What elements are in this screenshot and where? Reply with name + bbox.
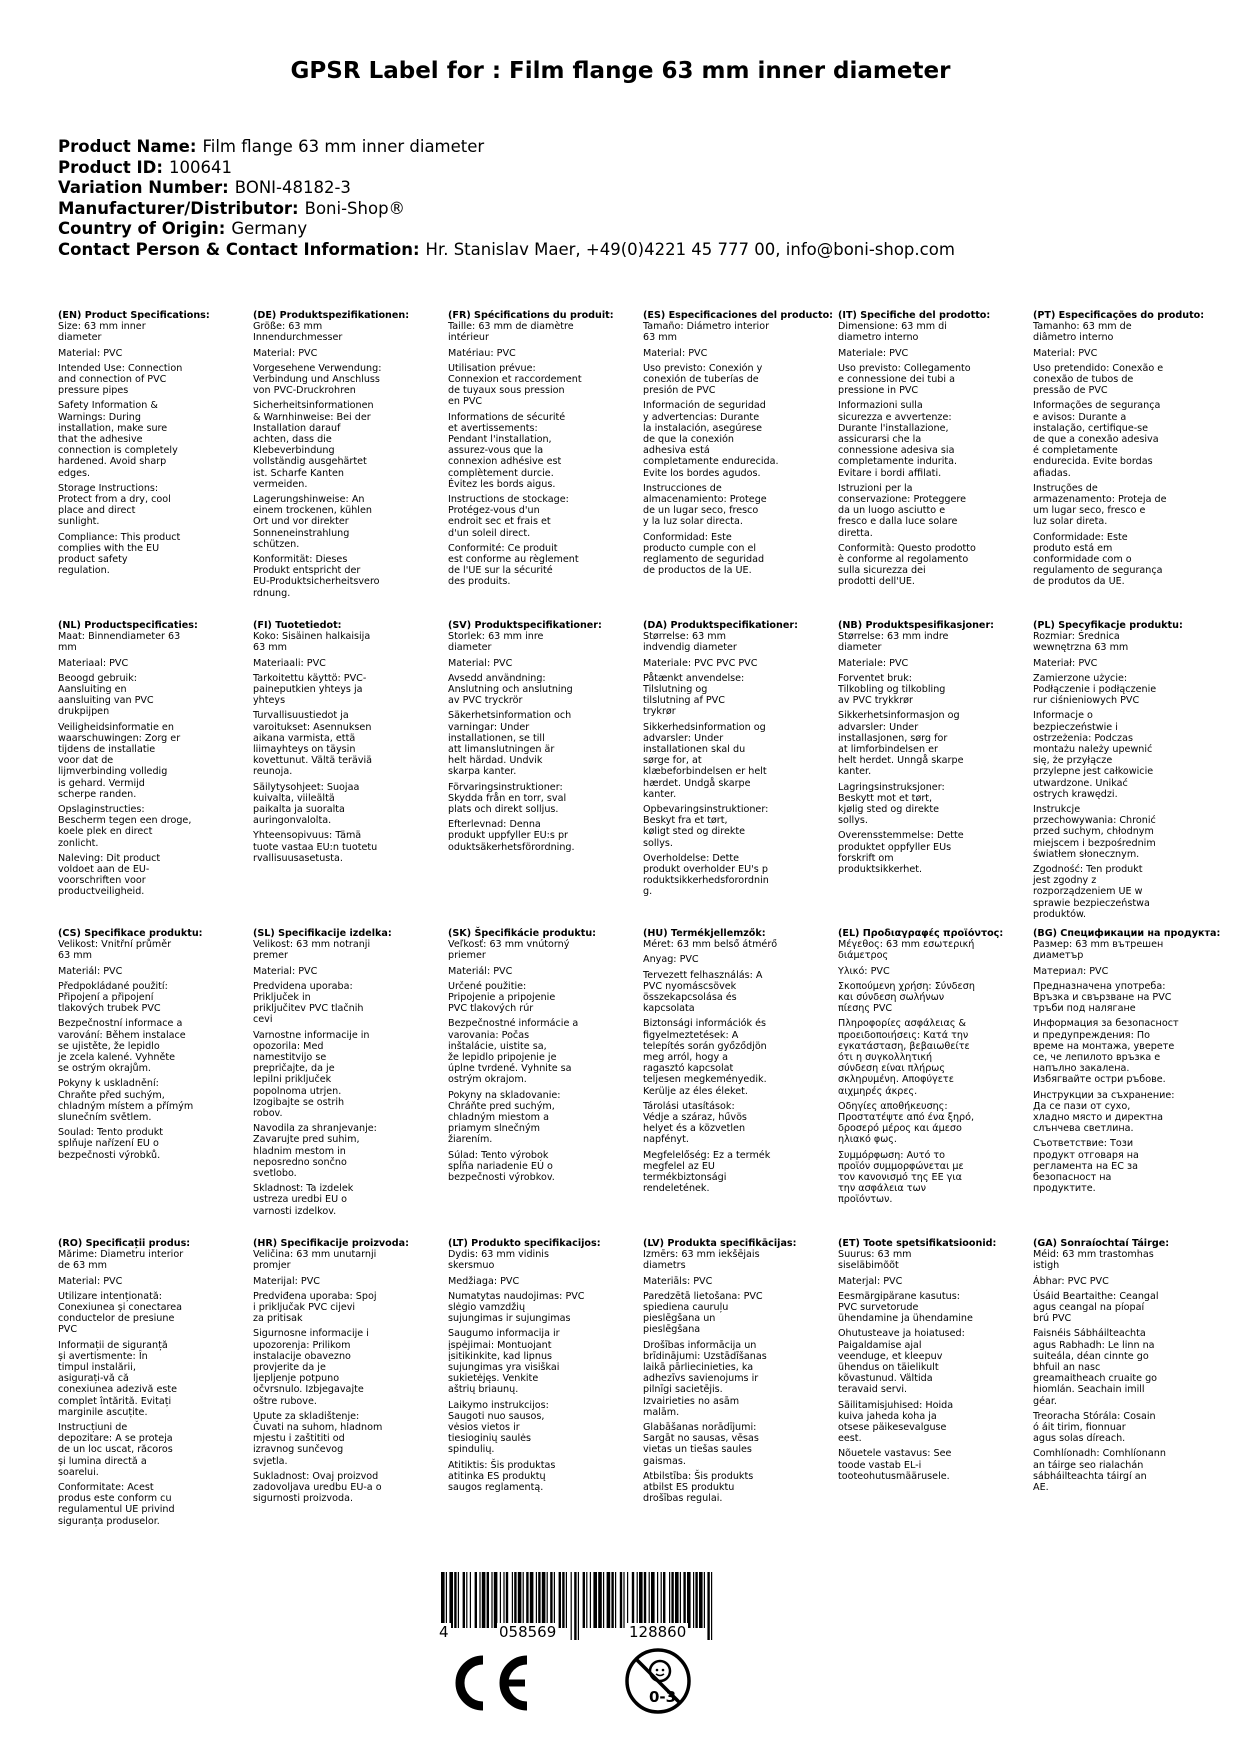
spec-line: Mărime: Diametru interior de 63 mm <box>58 1249 184 1272</box>
spec-line: Skladnost: Ta izdelek ustreza uredbi EU o varnosti izdelkov. <box>253 1183 354 1217</box>
spec-block <box>253 928 445 1217</box>
spec-line: Velikost: 63 mm notranji premer <box>253 939 371 962</box>
barcode-bar <box>680 1572 681 1628</box>
barcode-bar <box>651 1572 655 1628</box>
spec-line: Zgodność: Ten produkt jest zgodny z rozporządzeniem UE w sprawie bezpieczeństwa produktów. <box>1033 864 1150 920</box>
spec-line: Vorgesehene Verwendung: Verbindung und Anschluss von PVC-Druckrohren <box>253 362 382 397</box>
spec-line: Material: PVC <box>253 347 318 359</box>
barcode-bar <box>491 1572 492 1628</box>
spec-line: Veľkosť: 63 mm vnútorný priemer <box>448 939 570 962</box>
spec-line: Naleving: Dit product voldoet aan de EU- voorschriften voor productveiligheid. <box>58 852 161 898</box>
spec-line: Koko: Sisäinen halkaisija 63 mm <box>253 631 371 654</box>
spec-line: Materiaal: PVC <box>58 657 129 669</box>
spec-block <box>1033 620 1225 920</box>
spec-heading: (CS) Specifikace produktu: <box>58 928 203 939</box>
spec-line: Sikkerhetsinformasjon og advarsler: Under installasjonen, sørg for at limforbindelsen er helt herdet. Unngå skarpe kanter. <box>838 710 964 778</box>
barcode-bar <box>526 1572 528 1628</box>
spec-line: Οδηγίες αποθήκευσης: Προστατέψτε από ένα ξηρό, δροσερό μέρος και άμεσο ηλιακό φως. <box>838 1100 975 1146</box>
barcode-bar <box>615 1572 616 1628</box>
spec-line: Opslaginstructies: Bescherm tegen een droge, koele plek en direct zonlicht. <box>58 804 192 849</box>
spec-line: Material: PVC <box>253 965 318 977</box>
spec-heading: (DE) Produktspezifikationen: <box>253 310 410 321</box>
spec-line: Dimensione: 63 mm di diametro interno <box>838 321 947 344</box>
spec-line: Tarkoitettu käyttö: PVC- paineputkien yhteys ja yhteys <box>253 672 367 707</box>
spec-line: Conformitate: Acest produs este conform cu regulamentul UE privind siguranța produselor. <box>58 1482 175 1527</box>
barcode-bar <box>695 1572 697 1628</box>
barcode-bar <box>644 1572 646 1628</box>
spec-line: Ábhar: PVC PVC <box>1033 1275 1109 1287</box>
spec-line: Navodila za shranjevanje: Zavarujte pred suhim, hladnim mestom in neposredno sončno svetlobo. <box>253 1123 377 1180</box>
spec-line: Sukladnost: Ovaj proizvod zadovoljava uredbu EU-a o sigurnosti proizvoda. <box>253 1470 382 1505</box>
spec-line: Veličina: 63 mm unutarnji promjer <box>253 1249 377 1272</box>
spec-line: Predviđena uporaba: Spoj i priključak PVC cijevi za pritisak <box>253 1290 377 1325</box>
spec-block <box>643 928 835 1194</box>
product-info <box>58 137 1198 260</box>
barcode-bar <box>583 1572 585 1628</box>
barcode-bar <box>475 1572 477 1628</box>
spec-line: Conformidade: Este produto está em conformidade com o regulamento de segurança de produtos da UE. <box>1033 531 1163 588</box>
barcode-bar <box>661 1572 662 1628</box>
barcode-bar <box>586 1572 587 1628</box>
barcode-bar <box>711 1572 712 1640</box>
barcode-bar <box>649 1572 650 1628</box>
spec-block <box>838 928 1030 1206</box>
spec-line: Úsáid Beartaithe: Ceangal agus ceangal na píopaí brú PVC <box>1033 1290 1159 1325</box>
info-label: Country of Origin: <box>58 219 226 238</box>
spec-line: Efterlevnad: Denna produkt uppfyller EU:s pr oduktsäkerhetsförordning. <box>448 819 575 853</box>
spec-line: Paredzētā lietošana: PVC spiediena cauruļu pieslēgšana un pieslēgšana <box>643 1290 763 1336</box>
spec-line: Atbilstība: Šis produkts atbilst ES produktu drošības regulai. <box>643 1470 754 1505</box>
spec-line: Yhteensopivuus: Tämä tuote vastaa EU:n tuotetu rvallisuusasetusta. <box>253 830 378 864</box>
spec-line: Instructions de stockage: Protégez-vous d'un endroit sec et frais et d'un soleil direct. <box>448 494 569 539</box>
barcode-bar <box>699 1572 703 1628</box>
barcode-bar <box>503 1572 504 1628</box>
spec-line: Material: PVC <box>448 657 513 669</box>
spec-line: Tárolási utasítások: Védje a száraz, hűvös helyet és a közvetlen napfényt. <box>643 1100 747 1146</box>
barcode-bar <box>611 1572 613 1628</box>
spec-line: Lagringsinstruksjoner: Beskytt mot et tørt, kjølig sted og direkte sollys. <box>838 781 945 827</box>
barcode-bar <box>479 1572 480 1628</box>
spec-block <box>253 310 445 599</box>
spec-line: Material: PVC <box>58 347 123 359</box>
barcode-bar <box>530 1572 534 1628</box>
spec-heading: (LV) Produkta specifikācijas: <box>643 1238 797 1249</box>
spec-line: Størrelse: 63 mm indre diameter <box>838 631 949 654</box>
spec-line: Инструкции за съхранение: Да се пази от сухо, хладно място и директна слънчева светлина. <box>1033 1089 1175 1135</box>
spec-line: Predvidena uporaba: Priključek in priključitev PVC tlačnih cevi <box>253 980 364 1026</box>
info-value: Germany <box>231 219 308 238</box>
barcode-digits-middle: 058569 <box>499 1623 557 1641</box>
spec-block <box>448 310 640 588</box>
spec-line: Påtænkt anvendelse: Tilslutning og tilslutning af PVC trykrør <box>643 672 745 718</box>
spec-line: Soulad: Tento produkt splňuje nařízení EU o bezpečnosti výrobků. <box>58 1127 164 1161</box>
barcode-bar <box>554 1572 555 1628</box>
spec-block <box>838 310 1030 588</box>
spec-block <box>253 620 445 864</box>
spec-block <box>1033 928 1225 1194</box>
info-row-country-of-origin <box>58 219 1198 240</box>
barcode-bar <box>449 1572 453 1628</box>
info-value: Boni-Shop® <box>304 198 406 218</box>
barcode-bar <box>574 1572 576 1640</box>
barcode-bar <box>562 1572 564 1628</box>
spec-block <box>448 1238 640 1493</box>
spec-line: Eesmärgipärane kasutus: PVC survetorude ühendamine ja ühendamine <box>838 1290 973 1325</box>
spec-line: Uso pretendido: Conexão e conexão de tubos de pressão de PVC <box>1033 362 1164 397</box>
barcode-bar <box>671 1572 673 1628</box>
spec-line: Materiál: PVC <box>58 965 123 977</box>
spec-line: Atitiktis: Šis produktas atitinka ES produktų saugos reglamentą. <box>448 1459 556 1494</box>
barcode-bar <box>542 1572 546 1628</box>
spec-line: Velikost: Vnitřní průměr 63 mm <box>58 939 172 962</box>
spec-heading: (ET) Toote spetsifikatsioonid: <box>838 1238 997 1249</box>
spec-line: Utilizare intenționată: Conexiunea și conectarea conductelor de presiune PVC <box>58 1290 182 1336</box>
barcode-bar <box>559 1572 561 1628</box>
spec-line: Sicherheitsinformationen & Warnhinweise: Bei der Installation darauf achten, dass die Klebeverbindung vollständig ausgehärtet ist. Scharfe Kanten vermeiden. <box>253 400 374 490</box>
spec-block <box>58 1238 250 1527</box>
spec-block <box>1033 310 1225 588</box>
barcode-bar <box>547 1572 548 1628</box>
not-suitable-under-3-icon <box>623 1646 693 1716</box>
barcode-bar <box>454 1572 456 1628</box>
barcode-bar <box>693 1572 694 1628</box>
spec-block <box>838 1238 1030 1482</box>
spec-line: Informazioni sulla sicurezza e avvertenze: Durante l'installazione, assicurarsi che la connessione adesiva sia completamente indurita. Evitare i bordi affilati. <box>838 400 958 479</box>
spec-line: Säkerhetsinformation och varningar: Under installationen, se till att limanslutningen är helt härdad. Undvik skarpa kanter. <box>448 710 572 778</box>
spec-line: Размер: 63 mm вътрешен диаметър <box>1033 939 1164 962</box>
spec-line: Overensstemmelse: Dette produktet oppfyller EUs forskrift om produktsikkerhet. <box>838 830 964 876</box>
spec-line: Größe: 63 mm Innendurchmesser <box>253 321 343 344</box>
spec-heading: (SK) Špecifikácie produktu: <box>448 928 597 939</box>
barcode-bar <box>518 1572 522 1628</box>
spec-line: Storage Instructions: Protect from a dry, cool place and direct sunlight. <box>58 482 171 528</box>
ce-mark-icon <box>447 1654 529 1712</box>
barcode-bar <box>550 1572 552 1628</box>
spec-line: Μέγεθος: 63 mm εσωτερική διάμετρος <box>838 939 975 962</box>
spec-line: Materiał: PVC <box>1033 657 1098 669</box>
spec-heading: (EL) Προδιαγραφές προϊόντος: <box>838 928 1004 939</box>
spec-block <box>58 620 250 898</box>
spec-line: Instrucțiuni de depozitare: A se proteja de un loc uscat, răcoros și lumina directă a soarelui. <box>58 1422 173 1478</box>
barcode-bar <box>632 1572 634 1628</box>
spec-line: Materijal: PVC <box>253 1275 320 1287</box>
info-value: Hr. Stanislav Maer, +49(0)4221 45 777 00, info@boni-shop.com <box>425 239 955 259</box>
info-value: BONI-48182-3 <box>234 178 351 197</box>
spec-line: Saugumo informacija ir įspėjimai: Montuojant įsitikinkite, kad lipnus sujungimas yra visiškai sukietėjęs. Venkite aštrių briaunų. <box>448 1328 560 1396</box>
spec-line: Størrelse: 63 mm indvendig diameter <box>643 631 737 654</box>
spec-line: Sigurnosne informacije i upozorenja: Prilikom instalacije obavezno provjerite da je ljepljenje potpuno očvrsnulo. Izbjegavajte oštre rubove. <box>253 1328 369 1407</box>
spec-line: Numatytas naudojimas: PVC slėgio vamzdžių sujungimas ir sujungimas <box>448 1290 585 1325</box>
spec-line: Avsedd användning: Anslutning och anslutning av PVC tryckrör <box>448 672 573 707</box>
info-row-variation-number <box>58 178 1198 199</box>
spec-line: Overholdelse: Dette produkt overholder EU's p roduktsikkerhedsforordnin g. <box>643 852 769 898</box>
spec-line: Beoogd gebruik: Aansluiting en aansluiting van PVC drukpijpen <box>58 672 154 718</box>
barcode-bar <box>470 1572 471 1628</box>
spec-heading: (PL) Specyfikacje produktu: <box>1033 620 1183 631</box>
info-value: 100641 <box>168 157 232 177</box>
spec-heading: (LT) Produkto specifikacijos: <box>448 1238 601 1249</box>
spec-heading: (FI) Tuotetiedot: <box>253 620 342 631</box>
spec-block <box>643 310 835 576</box>
spec-line: Instruções de armazenamento: Proteja de um lugar seco, fresco e luz solar direta. <box>1033 482 1167 528</box>
spec-line: Megfelelőség: Ez a termék megfelel az EU termékbiztonsági rendeletének. <box>643 1149 771 1195</box>
spec-line: Informații de siguranță și avertismente: În timpul instalării, asigurați-vă că conexiunea adezivă este complet întărită. Evitați marginile ascuțite. <box>58 1339 178 1418</box>
barcode-bar <box>512 1572 513 1628</box>
spec-line: Turvallisuustiedot ja varoitukset: Asennuksen aikana varmista, että liimayhteys on täysin kovettunut. Vältä teräviä reunoja. <box>253 710 373 778</box>
spec-heading: (RO) Specificații produs: <box>58 1238 191 1249</box>
spec-block <box>448 620 640 853</box>
spec-line: Istruzioni per la conservazione: Proteggere da un luogo asciutto e fresco e dalla luce solare diretta. <box>838 482 967 539</box>
info-label: Contact Person & Contact Information: <box>58 239 420 259</box>
barcode-bar <box>514 1572 516 1628</box>
spec-line: Conformité: Ce produit est conforme au règlement de l'UE sur la sécurité des produits. <box>448 542 579 588</box>
barcode-bar <box>683 1572 685 1628</box>
spec-line: Informations de sécurité et avertissements: Pendant l'installation, assurez-vous que la connexion adhésive est complètement durcie. Évitez les bords aigus. <box>448 411 566 490</box>
spec-block <box>643 620 835 898</box>
spec-line: Tervezett felhasználás: A PVC nyomáscsövek összekapcsolása és kapcsolata <box>643 969 763 1015</box>
spec-block <box>838 620 1030 875</box>
barcode-bar <box>466 1572 467 1628</box>
barcode-bar <box>458 1572 459 1628</box>
info-row-product-name <box>58 137 1198 158</box>
spec-line: Σκοπούμενη χρήση: Σύνδεση και σύνδεση σωλήνων πίεσης PVC <box>838 980 975 1015</box>
barcode-bar <box>663 1572 665 1628</box>
spec-line: Materjal: PVC <box>838 1275 903 1287</box>
spec-block <box>448 928 640 1183</box>
barcode-bar <box>571 1572 572 1640</box>
spec-line: Ohutusteave ja hoiatused: Paigaldamise ajal veenduge, et kleepuv ühendus on täielikult kõvastunud. Vältida teravaid servi. <box>838 1328 965 1396</box>
spec-line: Информация за безопасност и предупреждения: По време на монтажа, уверете се, че лепилото връзка е напълно закалена. Избягвайте остри ръбове. <box>1033 1018 1179 1086</box>
spec-line: Určené použitie: Pripojenie a pripojenie PVC tlakových rúr <box>448 980 556 1015</box>
spec-line: Materiaali: PVC <box>253 657 326 669</box>
spec-line: Material: PVC <box>1033 347 1098 359</box>
spec-line: Materiale: PVC <box>838 657 909 669</box>
barcode-bar <box>639 1572 643 1628</box>
barcode-bar <box>623 1572 624 1628</box>
spec-line: Comhlíonadh: Comhlíonann an táirge seo rialachán sábháilteachta táirgí an AE. <box>1033 1448 1166 1494</box>
info-row-manufacturer <box>58 199 1198 220</box>
spec-line: Forventet bruk: Tilkobling og tilkobling av PVC trykkrør <box>838 672 946 707</box>
spec-line: Instrucciones de almacenamiento: Protege de un lugar seco, fresco y la luz solar directa. <box>643 482 767 528</box>
barcode-bar <box>590 1572 591 1628</box>
barcode-bar <box>627 1572 628 1628</box>
spec-line: Lagerungshinweise: An einem trockenen, kühlen Ort und vor direkter Sonneneinstrahlung schützen. <box>253 494 372 550</box>
barcode-bar <box>500 1572 501 1628</box>
page-title: GPSR Label for : Film flange 63 mm inner diameter <box>290 58 951 84</box>
spec-line: Material: PVC <box>643 347 708 359</box>
barcode-bar <box>578 1572 579 1640</box>
spec-line: Glabāšanas norādījumi: Sargāt no sausas, vēsas vietas un tiešas saules gaismas. <box>643 1422 759 1467</box>
barcode-bar <box>657 1572 658 1628</box>
spec-line: Συμμόρφωση: Αυτό το προϊόν συμμορφώνεται με τον κανονισμό της ΕΕ για την ασφάλεια των προϊόντων. <box>838 1149 964 1206</box>
barcode-bar <box>669 1572 670 1628</box>
spec-line: Υλικό: PVC <box>838 965 890 977</box>
spec-line: Información de seguridad y advertencias: Durante la instalación, asegúrese de que la conexión adhesiva está completamente endurecida. Evite los bordes agudos. <box>643 400 779 479</box>
barcode-bar <box>687 1572 691 1628</box>
barcode-bar <box>637 1572 638 1628</box>
barcode-digits-right: 128860 <box>629 1623 687 1641</box>
spec-line: Faisnéis Sábháilteachta agus Rabhadh: Le linn na suiteála, déan cinnte go bhfuil an nasc greamaitheach cruaite go hiomlán. Seachain imill géar. <box>1033 1328 1158 1407</box>
spec-heading: (HR) Specifikacije proizvoda: <box>253 1238 409 1249</box>
spec-line: Intended Use: Connection and connection of PVC pressure pipes <box>58 362 183 397</box>
spec-line: Zamierzone użycie: Podłączenie i podłączenie rur ciśnieniowych PVC <box>1033 672 1157 707</box>
spec-line: Anyag: PVC <box>643 954 699 966</box>
spec-line: Veiligheidsinformatie en waarschuwingen: Zorg er tijdens de installatie voor dat de lijmverbinding volledig is gehard. Vermijd scherpe randen. <box>58 721 181 800</box>
spec-heading: (GA) Sonraíochtaí Táirge: <box>1033 1238 1170 1249</box>
barcode-bar <box>603 1572 604 1628</box>
spec-line: Drošības informācija un brīdinājumi: Uzstādīšanas laikā pārliecinieties, ka adhezīvs savienojums ir pilnīgi sacietējis. Izvairieties no asām malām. <box>643 1339 767 1418</box>
spec-line: Konformität: Dieses Produkt entspricht der EU-Produktsicherheitsvero rdnung. <box>253 554 380 599</box>
barcode-bar <box>463 1572 465 1628</box>
spec-block <box>58 310 250 576</box>
barcode-bar <box>675 1572 679 1628</box>
spec-heading: (HU) Termékjellemzők: <box>643 928 766 939</box>
spec-line: Förvaringsinstruktioner: Skydda från en torr, sval plats och direkt solljus. <box>448 781 567 816</box>
barcode-bar <box>506 1572 508 1628</box>
spec-line: Предназначена употреба: Връзка и свързване на PVC тръби под налягане <box>1033 980 1172 1015</box>
barcode-bar <box>598 1572 602 1628</box>
spec-line: Size: 63 mm inner diameter <box>58 321 146 344</box>
spec-line: Materiale: PVC <box>838 347 909 359</box>
info-label: Manufacturer/Distributor: <box>58 198 299 218</box>
spec-line: Pokyny k uskladnění: Chraňte před suchým, chladným místem a přímým slunečním světlem. <box>58 1078 194 1124</box>
spec-line: Safety Information & Warnings: During installation, make sure that the adhesive connection is completely hardened. Avoid sharp edges. <box>58 400 178 479</box>
spec-line: Materiál: PVC <box>448 965 513 977</box>
spec-line: Materiale: PVC PVC PVC <box>643 657 758 669</box>
barcode-bar <box>593 1572 597 1628</box>
barcode-bar <box>566 1572 567 1628</box>
spec-line: Tamanho: 63 mm de diâmetro interno <box>1033 321 1132 344</box>
spec-line: Pokyny na skladovanie: Chráňte pred suchým, chladným miestom a priamym slnečným žiarením. <box>448 1089 561 1146</box>
spec-heading: (BG) Спецификации на продукта: <box>1033 928 1221 939</box>
spec-heading: (NL) Productspecificaties: <box>58 620 198 631</box>
spec-line: Dydis: 63 mm vidinis skersmuo <box>448 1249 549 1272</box>
spec-line: Laikymo instrukcijos: Saugoti nuo sausos, vėsios vietos ir tiesioginių saulės spindulių. <box>448 1399 549 1456</box>
spec-line: Nõuetele vastavus: See toode vastab EL-i tooteohutusmäärusele. <box>838 1448 952 1482</box>
spec-heading: (EN) Product Specifications: <box>58 310 210 321</box>
spec-line: Material: PVC <box>58 1275 123 1287</box>
spec-line: Uso previsto: Conexión y conexión de tuberías de presión de PVC <box>643 362 763 397</box>
spec-line: Instrukcje przechowywania: Chronić przed suchym, chłodnym miejscem i bezpośrednim światłem słonecznym. <box>1033 804 1156 860</box>
spec-line: Méret: 63 mm belső átmérő <box>643 939 778 951</box>
spec-line: Conformità: Questo prodotto è conforme al regolamento sulla sicurezza dei prodotti dell'UE. <box>838 542 976 588</box>
spec-line: Materiāls: PVC <box>643 1275 713 1287</box>
barcode-bar <box>607 1572 611 1628</box>
spec-line: Материал: PVC <box>1033 965 1109 977</box>
barcode-bar <box>536 1572 537 1628</box>
spec-line: Varnostne informacije in opozorila: Med namestitvijo se prepričajte, da je lepilni priključek popolnoma utrjen. Izogibajte se ostrih robov. <box>253 1029 370 1120</box>
spec-line: Conformidad: Este producto cumple con el reglamento de seguridad de productos de la UE. <box>643 531 765 577</box>
spec-line: Informações de segurança e avisos: Durante a instalação, certifique-se de que a conexão adesiva é completamente endurecida. Evite bordas afiadas. <box>1033 400 1161 479</box>
barcode-bar <box>487 1572 489 1628</box>
spec-line: Bezpečnostné informácie a varovania: Počas inštalácie, uistite sa, že lepidlo pripojenie je úplne tvrdené. Vyhnite sa ostrým okrajom. <box>448 1018 579 1086</box>
spec-block <box>643 1238 835 1504</box>
spec-line: Předpokládané použití: Připojení a připojení tlakových trubek PVC <box>58 980 168 1015</box>
spec-heading: (SV) Produktspecifikationer: <box>448 620 602 631</box>
spec-line: Maat: Binnendiameter 63 mm <box>58 631 181 654</box>
info-row-product-id <box>58 158 1198 179</box>
age-range-text: 0-3 <box>649 1688 677 1706</box>
spec-line: Säilytysohjeet: Suojaa kuivalta, viileältä paikalta ja suoralta auringonvalolta. <box>253 781 360 827</box>
spec-line: Rozmiar: Średnica wewnętrzna 63 mm <box>1033 631 1129 654</box>
spec-heading: (NB) Produktspesifikasjoner: <box>838 620 995 631</box>
info-row-contact <box>58 240 1198 261</box>
spec-heading: (PT) Especificações do produto: <box>1033 310 1205 321</box>
spec-block <box>253 1238 445 1504</box>
spec-line: Súlad: Tento výrobok spĺňa nariadenie EÚ o bezpečnosti výrobkov. <box>448 1149 555 1184</box>
spec-line: Taille: 63 mm de diamètre intérieur <box>448 321 574 344</box>
spec-line: Medžiaga: PVC <box>448 1275 520 1287</box>
spec-line: Tamaño: Diámetro interior 63 mm <box>643 321 770 344</box>
spec-line: Uso previsto: Collegamento e connessione dei tubi a pressione in PVC <box>838 362 971 397</box>
barcode-bar <box>482 1572 486 1628</box>
barcode-bar <box>620 1572 622 1628</box>
spec-line: Sikkerhedsinformation og advarsler: Under installationen skal du sørge for, at klæbeforbindelsen er helt hærdet. Undgå skarpe kanter. <box>643 721 767 800</box>
spec-line: Upute za skladištenje: Čuvati na suhom, hladnom mjestu i zaštititi od izravnog sunčevog svjetla. <box>253 1410 383 1467</box>
spec-heading: (FR) Spécifications du produit: <box>448 310 614 321</box>
barcode-bar <box>704 1572 705 1628</box>
barcode-bar <box>707 1572 709 1640</box>
spec-line: Informacje o bezpieczeństwie i ostrzeżenia: Podczas montażu należy upewnić się, że przyłącze przylepne jest całkowicie utwardzone. Unikać ostrych krawędzi. <box>1033 710 1154 800</box>
spec-line: Storlek: 63 mm inre diameter <box>448 631 544 654</box>
spec-heading: (DA) Produktspecifikationer: <box>643 620 798 631</box>
info-label: Variation Number: <box>58 178 229 197</box>
spec-line: Treoracha Stórála: Cosain ó áit tirim, fionnuar agus solas díreach. <box>1033 1410 1156 1445</box>
info-label: Product Name: <box>58 137 197 156</box>
spec-heading: (SL) Specifikacije izdelka: <box>253 928 392 939</box>
spec-line: Suurus: 63 mm siseläbimõõt <box>838 1249 912 1272</box>
barcode-bar <box>523 1572 524 1628</box>
spec-heading: (ES) Especificaciones del producto: <box>643 310 834 321</box>
spec-line: Compliance: This product complies with the EU product safety regulation. <box>58 531 181 577</box>
info-label: Product ID: <box>58 157 163 177</box>
spec-heading: (IT) Specifiche del prodotto: <box>838 310 991 321</box>
info-value: Film flange 63 mm inner diameter <box>202 137 485 156</box>
spec-line: Utilisation prévue: Connexion et raccordement de tuyaux sous pression en PVC <box>448 362 582 408</box>
spec-line: Biztonsági információk és figyelmeztetések: A telepítés során győződjön meg arról, hogy a ragasztó kapcsolat teljesen megkeményedik. Kerülje az éles éleket. <box>643 1018 767 1097</box>
spec-block <box>1033 1238 1225 1493</box>
barcode-bar <box>538 1572 540 1628</box>
spec-line: Съответствие: Този продукт отговаря на регламента на ЕС за безопасност на продуктите. <box>1033 1138 1139 1195</box>
spec-line: Opbevaringsinstruktioner: Beskyt fra et tørt, køligt sted og direkte sollys. <box>643 804 769 849</box>
spec-block <box>58 928 250 1161</box>
barcode-bar <box>494 1572 498 1628</box>
spec-line: Πληροφορίες ασφάλειας & προειδοποιήσεις: Κατά την εγκατάσταση, βεβαιωθείτε ότι η συγκολλητική σύνδεση είναι πλήρως σκληρυμένη. Αποφύγετε αιχμηρές άκρες. <box>838 1018 970 1097</box>
barcode-digits-left: 4 <box>439 1623 449 1641</box>
spec-line: Bezpečnostní informace a varování: Během instalace se ujistěte, že lepidlo je zcela kalené. Vyhněte se ostrým okrajům. <box>58 1018 186 1075</box>
spec-line: Méid: 63 mm trastomhas istigh <box>1033 1249 1154 1272</box>
spec-line: Matériau: PVC <box>448 347 516 359</box>
spec-line: Izmērs: 63 mm iekšējais diametrs <box>643 1249 760 1272</box>
spec-line: Säilitamisjuhised: Hoida kuiva jaheda koha ja otsese päikesevalguse eest. <box>838 1399 954 1445</box>
